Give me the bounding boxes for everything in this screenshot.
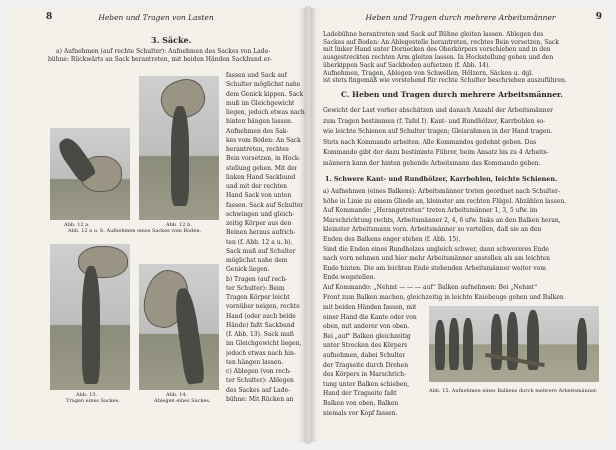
caption-14-number: Abb. 14. [166, 392, 188, 398]
text-line: höhe in Linie zu einem Gliede an, kleinster am rechten Flügel. Abzählen lassen. [323, 197, 567, 205]
text-line: liegen, jedoch etwas nach [226, 109, 305, 116]
photo-13 [50, 244, 130, 390]
caption-12a: Abb. 12 a. [64, 222, 90, 228]
text-line: mit linker Hand unter Dornecken des Oberkörpers vorschieben und in den [323, 46, 551, 54]
text-line: dem Genick kippen. Sack [226, 90, 304, 98]
text-line: Aufnehmen, Tragen, Ablegen von Schwellen, Hölzern, Säcken u. dgl. [323, 69, 534, 77]
text-line: fassen. Sack auf Schulter [226, 201, 304, 209]
text-line: zeitig Körper aus den [226, 220, 292, 227]
running-head: Heben und Tragen durch mehrere Arbeitsmänner [365, 13, 556, 22]
page-number: 8 [46, 12, 53, 22]
section-heading: 3. Säcke. [151, 35, 192, 45]
text-line: Bein vorsetzen, in Hock- [226, 155, 301, 163]
left-page [6, 8, 306, 442]
text-line: Bei „auf“ Balken gleichzeitig [323, 332, 411, 340]
photo-14 [139, 264, 219, 390]
text-line: niemals vor Kopf fassen. [323, 409, 398, 417]
text-line: Gewicht der Last vorher abschätzen und danach Anzahl der Arbeitsmänner [323, 107, 553, 114]
text-line: Balken von oben, Balken [323, 400, 399, 407]
text-line: ter Schulter): Beim [226, 284, 285, 292]
caption-14-title: Ablegen eines Sackes. [154, 398, 211, 404]
text-line: a) Aufnehmen (auf rechte Schulter): Aufnehmen des Sackes von Lade- [56, 48, 271, 55]
text-line: Auf Kommando: „Herangetreten“ treten Arbeitsmänner 1, 3, 5 ufw. im [323, 207, 538, 215]
text-line: Aufnehmen des Sak- [226, 127, 289, 135]
text-line: Auf Kommando: „Nehmt — — — auf“ Balken aufnehmen: Bei „Nehmt“ [323, 284, 538, 291]
text-line: Sind die Enden eines Rundholzes ungleich schwer, dann schwereres Ende [323, 245, 549, 253]
text-line: stellung gehen. Mit der [226, 164, 298, 172]
text-line: Ladebühne herantreten und Sack auf Bühne gleiten lassen. Ablegen des [323, 31, 544, 38]
text-line: fassen und Sack auf [226, 72, 288, 79]
text-line: herantreten, rechtes [226, 146, 289, 153]
text-line: nach vorn nehmen und hier mehr Arbeitsmänner anstellen als am leichten [323, 255, 551, 263]
right-page [311, 8, 610, 442]
text-line: mit beiden Händen fassen, mit [323, 304, 417, 311]
text-line: oben, mit anderer von oben. [323, 323, 410, 331]
photo-15 [429, 306, 599, 382]
caption-12b: Abb. 12 b. [166, 222, 192, 228]
text-line: unter Strecken des Körpers [323, 342, 408, 350]
text-line: im Gleichgewicht liegen, [226, 340, 302, 348]
photo-12b [139, 76, 219, 220]
text-line: ter Schulter): Ablegen [226, 377, 294, 385]
text-line: Front zum Balken machen, gleichzeitig in leichte Kniebeuge gehen und Balken [323, 293, 564, 301]
caption-13-title: Tragen eines Sackes. [66, 398, 120, 404]
text-line: Hand (oder auch beide [226, 312, 296, 320]
text-line: aufnehmen, dabei Schulter [323, 352, 406, 359]
text-line: muß im Gleichgewicht [226, 99, 295, 107]
text-line: ten (f. Abb. 12 a u. b). [226, 238, 293, 246]
text-line: Stets nach Kommando arbeiten. Alle Kommandos gedehnt geben. Das [323, 138, 537, 146]
page-number: 9 [595, 12, 602, 22]
text-line: des Körpers in Marschrich- [323, 371, 407, 379]
text-line: Ende wegstellen. [323, 274, 376, 282]
text-line: einer Hand die Kante oder von [323, 313, 417, 321]
caption-12-joint: Abb. 12 a u. b. Aufnehmen eines Sackes vom Boden. [68, 228, 202, 234]
text-line: Tragen Körper leicht [226, 294, 290, 301]
text-line: hinten hängen lassen. [226, 118, 293, 126]
text-line: Ende hinten. Die am leichten Ende stehenden Arbeitsmänner weiter vom [323, 264, 546, 272]
text-line: tung unter Balken schieben, [323, 380, 410, 388]
text-line: c) Ablegen (von rech- [226, 368, 292, 375]
text-line: wie leichte Schienen auf Schulter tragen; Gleisrahmen in der Hand tragen. [323, 128, 553, 136]
text-line: Marschrichtung rechts, Arbeitsmänner 2, 4, 6 ufw. links an den Balken heran, [323, 216, 561, 224]
text-line: a) Aufnehmen (eines Balkens): Arbeitsmänner treten geordnet nach Schulter- [323, 188, 560, 195]
text-line: b) Tragen (auf rech- [226, 275, 288, 283]
text-line: Sackes auf Boden: An Ablegestelle herantreten, rechtes Bein vorsetzen, Sack [323, 38, 559, 46]
text-line: Genick liegen. [226, 266, 270, 274]
text-line: möglichst nahe dem [226, 257, 288, 264]
caption-15: Abb. 15. Aufnehmen eines Balkens durch mehrere Arbeitsmänner. [429, 388, 598, 394]
text-line: männern kann der hinten gehende Arbeitsmann das Kommando geben. [323, 160, 541, 167]
subheading-1: 1. Schwere Kant- und Rundhölzer, Karrbohlen, leichte Schienen. [325, 175, 558, 183]
text-line: der Tragseite durch Drehen [323, 361, 409, 369]
text-line: schwingen und gleich- [226, 210, 295, 218]
text-line: Beinen heraus aufrich- [226, 229, 296, 237]
text-line: ten hängen lassen. [226, 358, 284, 366]
text-line: Hand Sack von unten [226, 192, 292, 200]
text-line: (f. Abb. 13). Sack muß [226, 331, 294, 338]
text-line: überkippen Sack auf Sackboden aufsetzen (f. Abb. 14). [323, 61, 491, 69]
text-line: vornüber neigen, rechte [226, 303, 300, 311]
text-line: kleinster Arbeitsmann vorn. Arbeitsmänner so verteilen, daß sie an den [323, 226, 542, 234]
text-line: Schulter möglichst nahe [226, 81, 301, 89]
text-line: des Sackes auf Lade- [226, 386, 291, 394]
text-line: ist stets fingemäß wie vorstehend für rechte Schulter beschrieben auszuführen. [323, 77, 567, 85]
text-line: bühne: Mit Rücken an [226, 395, 294, 403]
text-line: jedoch etwas nach hin- [226, 349, 296, 357]
text-line: Enden des Balkens enger stehen (f. Abb. 15). [323, 236, 461, 243]
text-line: linken Hand Sackbund [226, 173, 296, 181]
text-line: bühne: Rückwärts an Sack herantreten, mit beiden Händen Sackbund er- [48, 56, 273, 63]
text-line: zum Tragen bestimmen (f. Tafel I). Kant- und Rundhölzer, Karrbohlen so- [323, 117, 546, 125]
caption-13-number: Abb. 13. [76, 392, 98, 398]
text-line: Hände) faßt Sackbund [226, 321, 295, 329]
text-line: kes vom Boden: An Sack [226, 136, 301, 144]
text-line: und mit der rechten [226, 183, 288, 190]
text-line: Sack muß auf Schulter [226, 247, 296, 255]
running-head: Heben und Tragen von Lasten [98, 13, 214, 22]
section-heading-c: C. Heben und Tragen durch mehrere Arbeitsmänner. [341, 90, 563, 99]
text-line: Hand der Tragseite faßt [323, 390, 397, 398]
photo-12a [50, 128, 130, 220]
text-line: ausgestreckten rechten Arm gleiten lassen. In Hockstellung gehen und den [323, 54, 554, 62]
text-line: Kommando gibt der dazu bestimmte Führer, beim Ansatz bis zu 4 Arbeits- [323, 149, 549, 157]
